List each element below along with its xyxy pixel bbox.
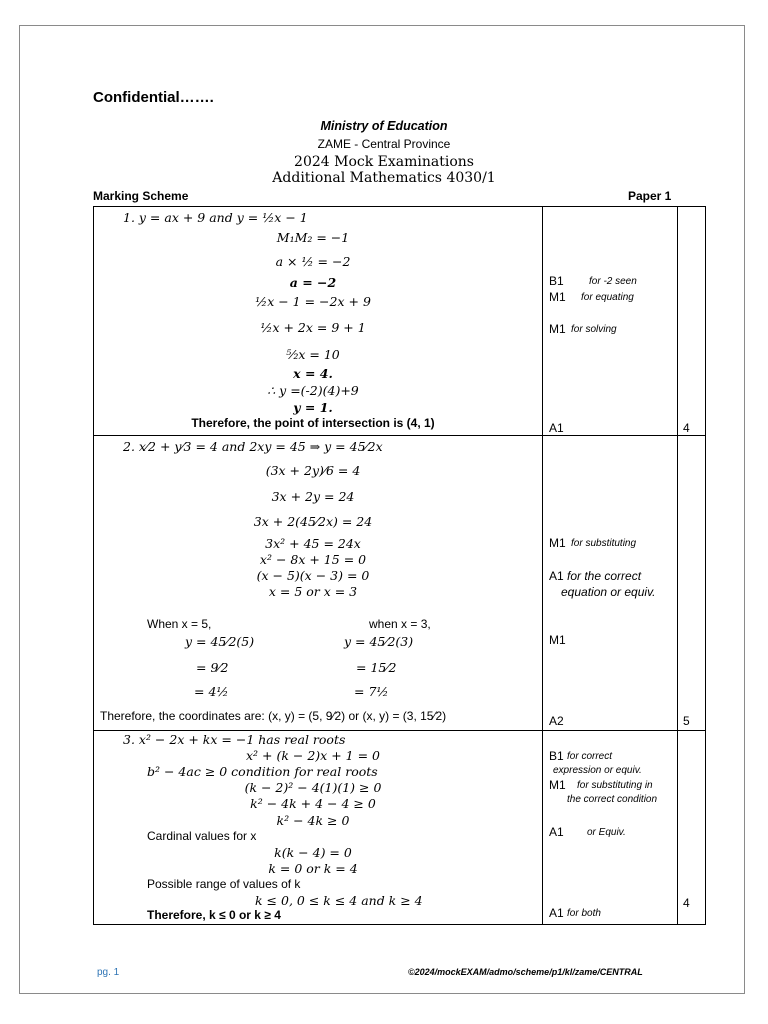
q2-line: 3x + 2y = 24 bbox=[271, 489, 355, 504]
table-border-right bbox=[705, 206, 706, 925]
q3-note: expression or equiv. bbox=[553, 765, 642, 776]
q3-line: k = 0 or k = 4 bbox=[268, 861, 358, 876]
q3-note: for both bbox=[567, 908, 601, 919]
q2-line: 3x² + 45 = 24x bbox=[265, 536, 361, 551]
q3-line: k² − 4k + 4 − 4 ≥ 0 bbox=[250, 796, 376, 811]
table-divider-notes bbox=[542, 206, 543, 925]
q1-total-marks: 4 bbox=[683, 421, 690, 435]
q2-note: A1 bbox=[549, 569, 564, 583]
q3-line: Cardinal values for x bbox=[147, 829, 257, 843]
q1-line: a × ½ = −2 bbox=[275, 254, 351, 269]
q3-note: or Equiv. bbox=[587, 827, 626, 838]
q3-line: (k − 2)² − 4(1)(1) ≥ 0 bbox=[244, 780, 382, 795]
q2-line: (3x + 2y)⁄6 = 4 bbox=[265, 463, 361, 478]
q2-conclusion: Therefore, the coordinates are: (x, y) = (5, 9⁄2) or (x, y) = (3, 15⁄2) bbox=[100, 709, 447, 723]
region-title: ZAME - Central Province bbox=[317, 137, 451, 151]
q3-line: 3. x² − 2x + kx = −1 has real roots bbox=[123, 732, 346, 747]
q3-line: Possible range of values of k bbox=[147, 877, 301, 891]
q3-line: k(k − 4) = 0 bbox=[274, 845, 352, 860]
q3-line: b² − 4ac ≥ 0 condition for real roots bbox=[147, 764, 378, 779]
table-border-top bbox=[93, 206, 706, 207]
q3-line: k² − 4k ≥ 0 bbox=[276, 813, 350, 828]
q2-line: (x − 5)(x − 3) = 0 bbox=[256, 568, 370, 583]
exam-title: 2024 Mock Examinations bbox=[294, 154, 474, 170]
confidential-label: Confidential……. bbox=[93, 89, 214, 106]
q1-note: M1 bbox=[549, 290, 566, 304]
q2-note: M1 bbox=[549, 536, 566, 550]
q3-note: M1 bbox=[549, 778, 566, 792]
q2-case-x3: y = 45⁄2(3) bbox=[344, 634, 414, 649]
q1-note: M1 bbox=[549, 322, 566, 336]
q2-line: 3x + 2(45⁄2x) = 24 bbox=[253, 514, 373, 529]
q3-note: for substituting in bbox=[577, 780, 653, 791]
footer-reference: ©2024/mockEXAM/admo/scheme/p1/kl/zame/CENTRAL bbox=[408, 967, 643, 977]
q1-note: A1 bbox=[549, 421, 564, 435]
q2-note: A2 bbox=[549, 714, 564, 728]
table-border-bottom bbox=[93, 924, 706, 925]
q3-note: for correct bbox=[567, 751, 613, 762]
q1-line: a = −2 bbox=[289, 275, 337, 290]
q1-note: B1 bbox=[549, 274, 564, 288]
page-number: pg. 1 bbox=[97, 967, 120, 978]
q2-line: x = 5 or x = 3 bbox=[268, 584, 358, 599]
q3-note: A1 bbox=[549, 825, 564, 839]
subject-title: Additional Mathematics 4030/1 bbox=[272, 170, 496, 186]
row-divider-q3 bbox=[93, 730, 706, 731]
marking-scheme-label: Marking Scheme bbox=[93, 189, 189, 203]
q1-note: for -2 seen bbox=[589, 276, 637, 287]
q2-line: 2. x⁄2 + y⁄3 = 4 and 2xy = 45 ⇒ y = 45⁄2x bbox=[123, 439, 383, 454]
q1-line: M₁M₂ = −1 bbox=[276, 230, 350, 245]
q2-case-x3: = 7½ bbox=[354, 684, 389, 699]
q1-line: x = 4. bbox=[293, 366, 333, 381]
q2-line: x² − 8x + 15 = 0 bbox=[259, 552, 367, 567]
q2-total-marks: 5 bbox=[683, 714, 690, 728]
q1-note: for solving bbox=[571, 324, 617, 335]
q2-case-x5: = 4½ bbox=[194, 684, 229, 699]
table-divider-marks bbox=[677, 206, 678, 925]
q2-case-x5: y = 45⁄2(5) bbox=[185, 634, 255, 649]
q1-line: y = 1. bbox=[293, 400, 333, 415]
ministry-title: Ministry of Education bbox=[320, 119, 448, 133]
q2-case-x5: = 9⁄2 bbox=[196, 660, 229, 675]
q2-note: equation or equiv. bbox=[561, 585, 656, 599]
q3-note: the correct condition bbox=[567, 794, 658, 805]
q1-line: ½x − 1 = −2x + 9 bbox=[255, 294, 371, 309]
paper-label: Paper 1 bbox=[628, 189, 672, 203]
q2-note: M1 bbox=[549, 633, 566, 647]
q3-line: x² + (k − 2)x + 1 = 0 bbox=[246, 748, 380, 763]
q2-case-x5: When x = 5, bbox=[147, 617, 212, 631]
q1-line: ½x + 2x = 9 + 1 bbox=[260, 320, 366, 335]
row-divider-q2 bbox=[93, 435, 706, 436]
q1-note: for equating bbox=[581, 292, 634, 303]
q2-case-x3: = 15⁄2 bbox=[356, 660, 397, 675]
q3-note: A1 bbox=[549, 906, 564, 920]
q1-line: 1. y = ax + 9 and y = ½x − 1 bbox=[123, 210, 308, 225]
q2-note: for the correct bbox=[567, 569, 642, 583]
q2-note: for substituting bbox=[571, 538, 637, 549]
q3-note: B1 bbox=[549, 749, 564, 763]
q1-line: ∴ y =(-2)(4)+9 bbox=[267, 383, 359, 398]
q3-line: k ≤ 0, 0 ≤ k ≤ 4 and k ≥ 4 bbox=[255, 893, 423, 908]
q1-line: ⁵⁄₂x = 10 bbox=[286, 347, 340, 362]
q1-conclusion: Therefore, the point of intersection is (4, 1) bbox=[191, 416, 435, 430]
q2-case-x3: when x = 3, bbox=[369, 617, 431, 631]
q3-total-marks: 4 bbox=[683, 896, 690, 910]
q3-conclusion: Therefore, k ≤ 0 or k ≥ 4 bbox=[147, 908, 281, 922]
